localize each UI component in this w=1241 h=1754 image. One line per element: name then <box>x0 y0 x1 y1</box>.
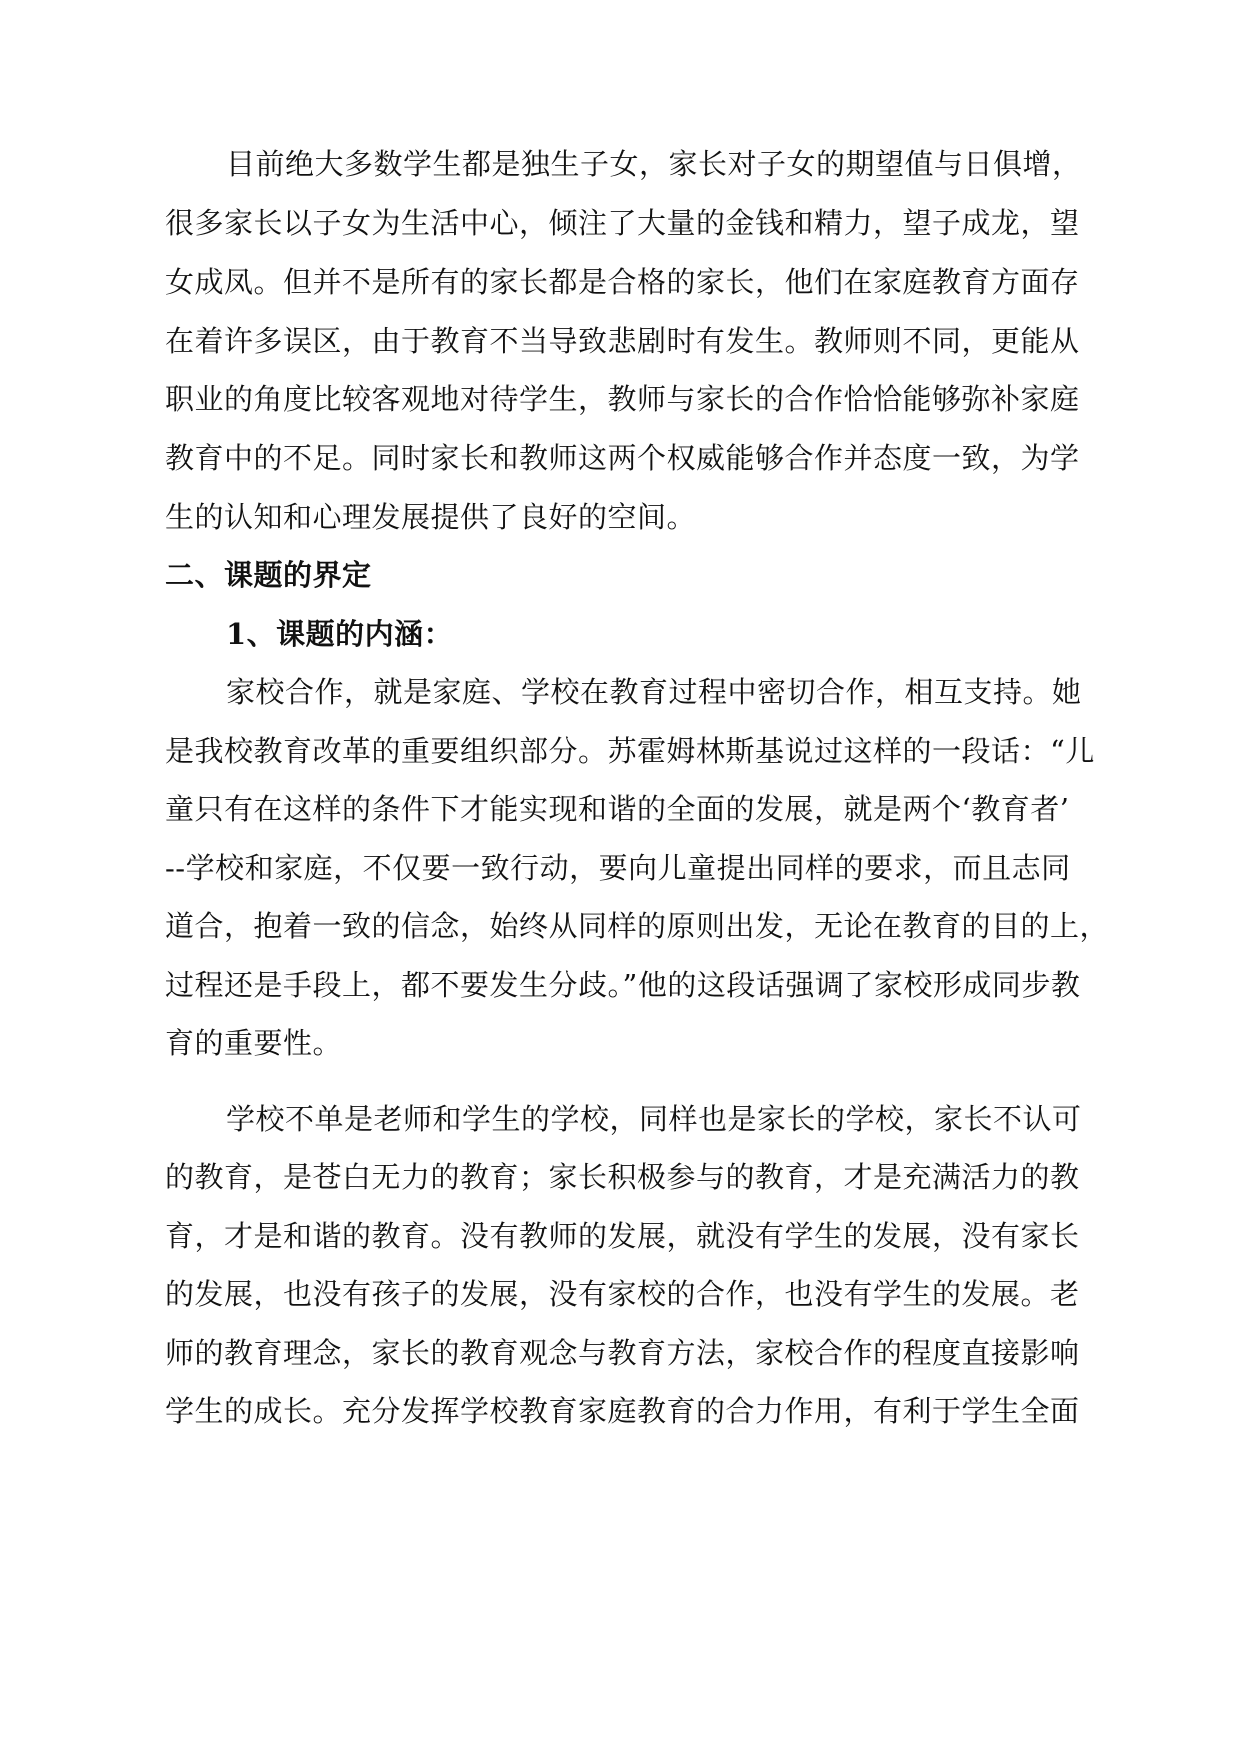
paragraph-2-line-2: 是我校教育改革的重要组织部分。苏霍姆林斯基说过这样的一段话：“儿 <box>165 734 1095 768</box>
paragraph-1-line-2: 很多家长以子女为生活中心，倾注了大量的金钱和精力，望子成龙，望 <box>165 206 1080 240</box>
subsection-heading: 1、课题的内涵： <box>226 617 454 651</box>
paragraph-3-line-2: 的教育，是苍白无力的教育；家长积极参与的教育，才是充满活力的教 <box>165 1160 1080 1194</box>
paragraph-2-line-1: 家校合作，就是家庭、学校在教育过程中密切合作，相互支持。她 <box>226 675 1082 709</box>
paragraph-1-line-1: 目前绝大多数学生都是独生子女，家长对子女的期望值与日俱增， <box>226 147 1082 181</box>
paragraph-2-line-3: 童只有在这样的条件下才能实现和谐的全面的发展，就是两个‘教育者’ <box>165 792 1070 826</box>
paragraph-1-line-4: 在着许多误区，由于教育不当导致悲剧时有发生。教师则不同，更能从 <box>165 324 1080 358</box>
paragraph-3-line-6: 学生的成长。充分发挥学校教育家庭教育的合力作用，有利于学生全面 <box>165 1394 1080 1428</box>
paragraph-1-line-7: 生的认知和心理发展提供了良好的空间。 <box>165 500 697 534</box>
paragraph-2-line-5: 道合，抱着一致的信念，始终从同样的原则出发，无论在教育的目的上， <box>165 909 1110 943</box>
paragraph-2-line-7: 育的重要性。 <box>165 1026 343 1060</box>
paragraph-1-line-5: 职业的角度比较客观地对待学生，教师与家长的合作恰恰能够弥补家庭 <box>165 382 1080 416</box>
paragraph-1-line-6: 教育中的不足。同时家长和教师这两个权威能够合作并态度一致，为学 <box>165 441 1080 475</box>
section-heading: 二、课题的界定 <box>165 558 372 592</box>
paragraph-3-line-1: 学校不单是老师和学生的学校，同样也是家长的学校，家长不认可 <box>226 1102 1082 1136</box>
paragraph-3-line-3: 育，才是和谐的教育。没有教师的发展，就没有学生的发展，没有家长 <box>165 1219 1080 1253</box>
paragraph-2-line-6: 过程还是手段上，都不要发生分歧。”他的这段话强调了家校形成同步教 <box>165 968 1081 1002</box>
paragraph-1-line-3: 女成凤。但并不是所有的家长都是合格的家长，他们在家庭教育方面存 <box>165 265 1080 299</box>
paragraph-3-line-4: 的发展，也没有孩子的发展，没有家校的合作，也没有学生的发展。老 <box>165 1277 1080 1311</box>
paragraph-2-line-4: --学校和家庭，不仅要一致行动，要向儿童提出同样的要求，而且志同 <box>165 851 1071 885</box>
paragraph-3-line-5: 师的教育理念，家长的教育观念与教育方法，家校合作的程度直接影响 <box>165 1336 1080 1370</box>
